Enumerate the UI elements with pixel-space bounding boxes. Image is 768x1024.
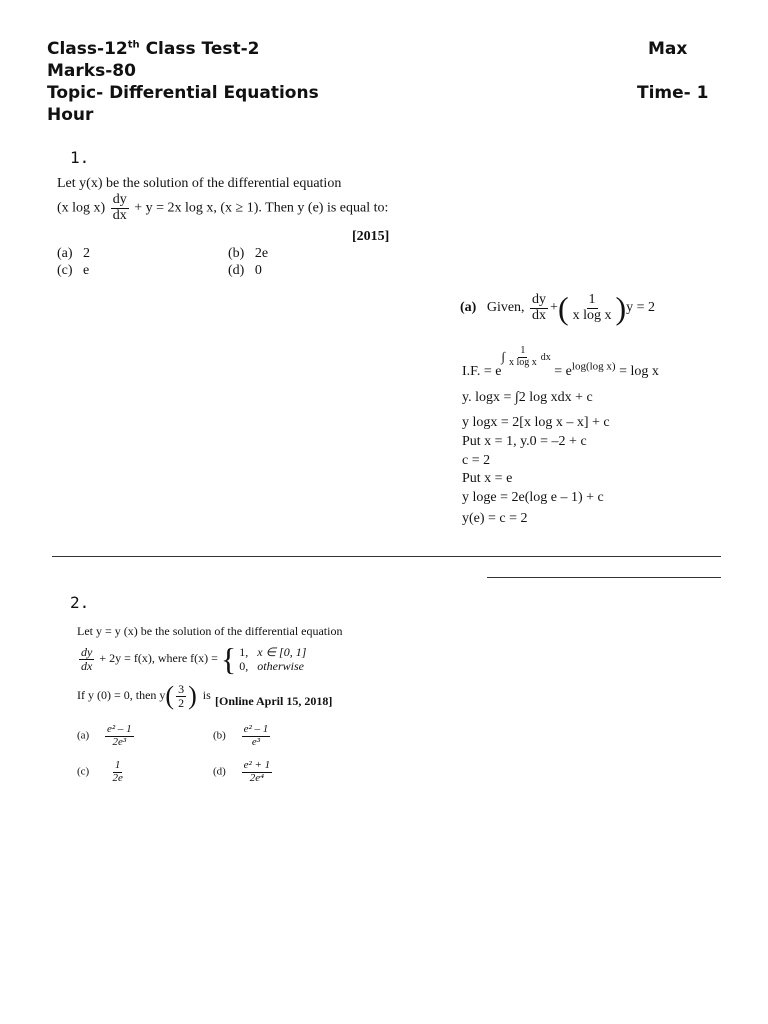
option-num: e² – 1 xyxy=(106,723,132,735)
q2-eq-den: dx xyxy=(81,658,93,673)
solution-line: y loge = 2e(log e – 1) + c xyxy=(462,490,604,505)
if-exp-den: x log x xyxy=(509,356,537,368)
integral-sign: ∫ xyxy=(501,349,505,364)
if-mid: = e xyxy=(554,364,572,379)
option-label: (b) xyxy=(213,729,226,742)
q1-year: [2015] xyxy=(352,229,390,244)
if-exponent xyxy=(501,346,550,368)
left-paren: ( xyxy=(165,681,175,711)
option-value: 0 xyxy=(254,263,262,278)
option-value: 2e xyxy=(254,246,269,261)
sol-frac-dydx xyxy=(530,293,548,323)
if-label: I.F. = e xyxy=(462,364,502,379)
header-class xyxy=(47,38,260,60)
case-1 xyxy=(239,645,306,659)
sol-den-xlogx: x log x xyxy=(572,307,612,323)
sol-frac-inv xyxy=(571,293,614,323)
case-2 xyxy=(239,659,306,673)
q1-equation xyxy=(57,193,388,223)
option-value: 2 xyxy=(83,246,91,261)
right-paren: ) xyxy=(615,290,627,326)
case-1-value: 1, xyxy=(239,644,249,659)
header-max: Max xyxy=(648,39,688,59)
class-label: Class-12 xyxy=(47,39,128,59)
q1-stem: Let y(x) be the solution of the differential equation xyxy=(57,176,342,191)
left-brace: { xyxy=(220,641,237,677)
option-den: e³ xyxy=(251,735,261,748)
sol-num-dy: dy xyxy=(532,291,547,307)
q2-option-a xyxy=(77,724,136,748)
if-end: = log x xyxy=(619,364,659,379)
q2-cond-num: 3 xyxy=(178,682,185,696)
q1-eq-left: (x log x) xyxy=(57,200,106,216)
q1-eq-den: dx xyxy=(112,207,127,223)
q2-option-c xyxy=(77,760,127,784)
test-name: Class Test-2 xyxy=(145,39,260,59)
q2-stem: Let y = y (x) be the solution of the differential equation xyxy=(77,624,343,638)
right-paren: ) xyxy=(188,681,197,711)
q2-eq-num: dy xyxy=(81,644,93,659)
header-time: Time- 1 xyxy=(637,83,709,103)
sol-eq-tail: y = 2 xyxy=(626,300,656,316)
q1-option-b xyxy=(228,246,268,262)
option-label: (d) xyxy=(228,263,245,278)
q2-cond-pre: If y (0) = 0, then y xyxy=(77,687,166,702)
solution-given xyxy=(460,292,655,324)
option-fraction xyxy=(110,760,124,784)
solution-line: Put x = 1, y.0 = –2 + c xyxy=(462,434,587,449)
q2-cond-frac xyxy=(176,683,186,709)
left-paren: ( xyxy=(557,290,569,326)
if-exp-frac xyxy=(507,346,539,368)
header-topic: Topic- Differential Equations xyxy=(47,83,319,103)
case-2-value: 0, xyxy=(239,659,249,673)
option-num: 1 xyxy=(114,759,121,771)
separator-line-short xyxy=(487,577,721,578)
solution-line: Put x = e xyxy=(462,471,513,486)
q2-cond-post: is xyxy=(202,687,211,702)
option-label: (a) xyxy=(77,729,90,742)
option-label: (c) xyxy=(77,765,90,778)
option-den: 2e xyxy=(112,771,123,784)
sol-num-1: 1 xyxy=(588,291,596,307)
class-superscript: th xyxy=(127,39,140,51)
q1-eq-right: + y = 2x log x, (x ≥ 1). Then y (e) is equal to: xyxy=(134,200,389,216)
option-den: 2e⁴ xyxy=(249,771,264,784)
option-fraction xyxy=(242,724,271,748)
option-label: (c) xyxy=(57,263,73,278)
if-exp-num: 1 xyxy=(520,345,526,356)
option-num: e² – 1 xyxy=(243,723,269,735)
q2-cases xyxy=(239,645,306,674)
option-label: (b) xyxy=(228,246,245,261)
solution-line: c = 2 xyxy=(462,453,491,468)
solution-line: y logx = 2[x log x – x] + c xyxy=(462,415,610,430)
question-1-number: 1. xyxy=(70,148,90,167)
sol-den-dx: dx xyxy=(532,307,547,323)
option-fraction xyxy=(105,724,134,748)
case-2-condition: otherwise xyxy=(257,659,304,673)
option-value: e xyxy=(83,263,90,278)
option-num: e² + 1 xyxy=(243,759,271,771)
solution-if xyxy=(462,346,659,380)
q1-option-d xyxy=(228,263,262,279)
option-label: (d) xyxy=(213,765,226,778)
solution-line: y. logx = ∫2 log xdx + c xyxy=(462,390,593,405)
q1-eq-num: dy xyxy=(112,192,127,207)
option-den: 2e³ xyxy=(112,735,127,748)
q2-eq-fraction xyxy=(79,646,94,672)
option-fraction xyxy=(242,760,273,784)
q2-equation xyxy=(77,643,306,675)
q2-source: [Online April 15, 2018] xyxy=(215,694,333,708)
q1-eq-fraction xyxy=(111,193,129,223)
header-marks: Marks-80 xyxy=(47,61,136,81)
q2-option-b xyxy=(213,724,272,748)
if-mid-exp: log(log x) xyxy=(571,360,616,373)
q1-option-c xyxy=(57,263,89,279)
solution-line: y(e) = c = 2 xyxy=(462,511,528,526)
separator-line xyxy=(52,556,721,557)
option-label: (a) xyxy=(57,246,73,261)
q2-condition xyxy=(77,683,211,709)
question-2-number: 2. xyxy=(70,593,90,612)
sol-plus: + xyxy=(550,300,558,316)
q2-option-d xyxy=(213,760,274,784)
solution-answer: (a) xyxy=(460,300,477,316)
q2-cond-den: 2 xyxy=(178,695,185,710)
solution-given-label: Given, xyxy=(486,300,525,316)
case-1-condition: x ∈ [0, 1] xyxy=(257,644,307,659)
q2-eq-mid: + 2y = f(x), where f(x) = xyxy=(99,650,218,665)
if-exp-dx: dx xyxy=(540,351,551,363)
q1-option-a xyxy=(57,246,90,262)
header-hour: Hour xyxy=(47,105,94,125)
